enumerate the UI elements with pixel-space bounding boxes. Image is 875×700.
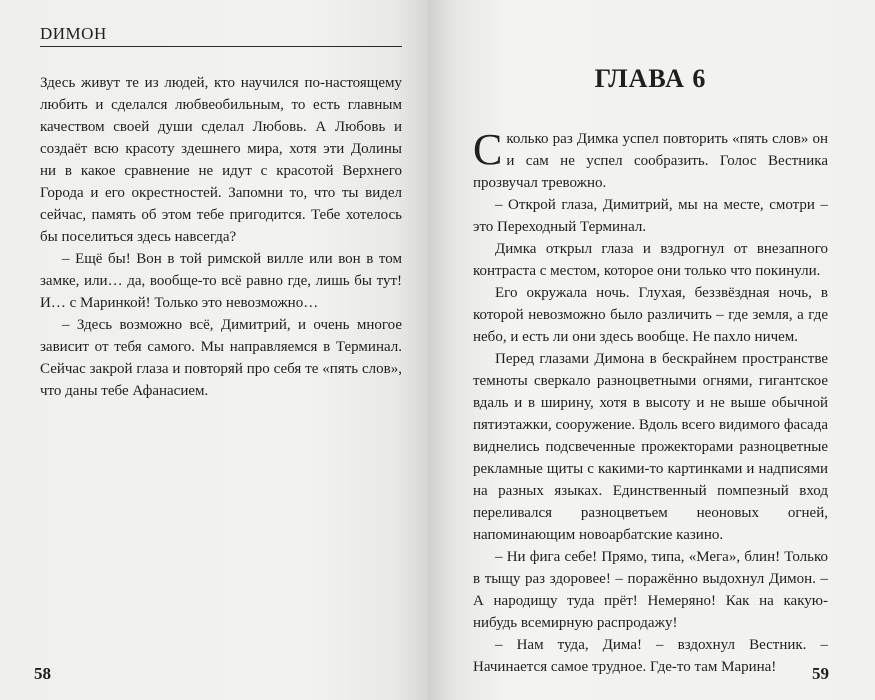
paragraph: – Ни фига себе! Прямо, типа, «Мега», блин! Только в тыщу раз здоровее! – поражённо выдохнул Димон. – А народищу туда прёт! Немеряно! Как на какую-нибудь всемирную распродажу! [473,549,828,631]
paragraph: – Открой глаза, Димитрий, мы на месте, смотри – это Переходный Терминал. [473,197,828,235]
right-page-text [473,125,828,678]
paragraph: Димка открыл глаза и вздрогнул от внезапного контраста с местом, которое они только что покинули. [473,241,828,279]
header-rule [40,46,402,47]
drop-cap: С [473,125,503,174]
paragraph: – Здесь возможно всё, Димитрий, и очень многое зависит от тебя самого. Мы направляемся в Терминал. Сейчас закрой глаза и повторяй про себя те «пять слов», что даны тебе Афанасием. [40,317,402,399]
page-number-left: 58 [34,664,51,683]
page-number-right: 59 [812,664,829,683]
chapter-title: ГЛАВА 6 [594,64,707,93]
left-page-text [40,72,402,402]
running-head: DИМОН [40,24,107,43]
left-page [0,0,428,700]
first-paragraph [473,125,828,194]
paragraph: – Ещё бы! Вон в той римской вилле или вон в том замке, или… да, вообще-то всё равно где, лишь бы тут! И… с Маринкой! Только это невозможно… [40,251,402,311]
paragraph: Здесь живут те из людей, кто научился по-настоящему любить и сделался любвеобильным, то есть главным качеством своей души сделал Любовь. А Любовь и создаёт всю красоту здешнего мира, хотя эти Долины ни в какое сравнение не идут с красотой Верхнего Города и его окрестностей. Запомни то, что ты видел сейчас, память об этом тебе пригодится. Тебе хотелось бы поселиться здесь навсегда? [40,75,402,245]
paragraph: Его окружала ночь. Глухая, беззвёздная ночь, в которой невозможно было различить – где земля, а где небо, и есть ли они здесь вообще. Не пахло ничем. [473,285,828,345]
first-paragraph-text: колько раз Димка успел повторить «пять слов» он и сам не успел сообразить. Голос Вестника прозвучал тревожно. [473,131,828,191]
paragraph: Перед глазами Димона в бескрайнем пространстве темноты сверкало разноцветными огнями, гигантское вдаль и в ширину, хотя в высоту и не выше обычной пятиэтажки, сооружение. Вдоль всего видимого фасада виднелись подсвеченные прожекторами разноцветные рекламные щиты с какими-то картинками и надписями на разных языках. Единственный помпезный вход переливался разноцветьем неоновых огней, напоминающим новоарбатские казино. [473,351,828,543]
paragraph: – Нам туда, Дима! – вздохнул Вестник. – Начинается самое трудное. Где-то там Марина! [473,637,828,675]
